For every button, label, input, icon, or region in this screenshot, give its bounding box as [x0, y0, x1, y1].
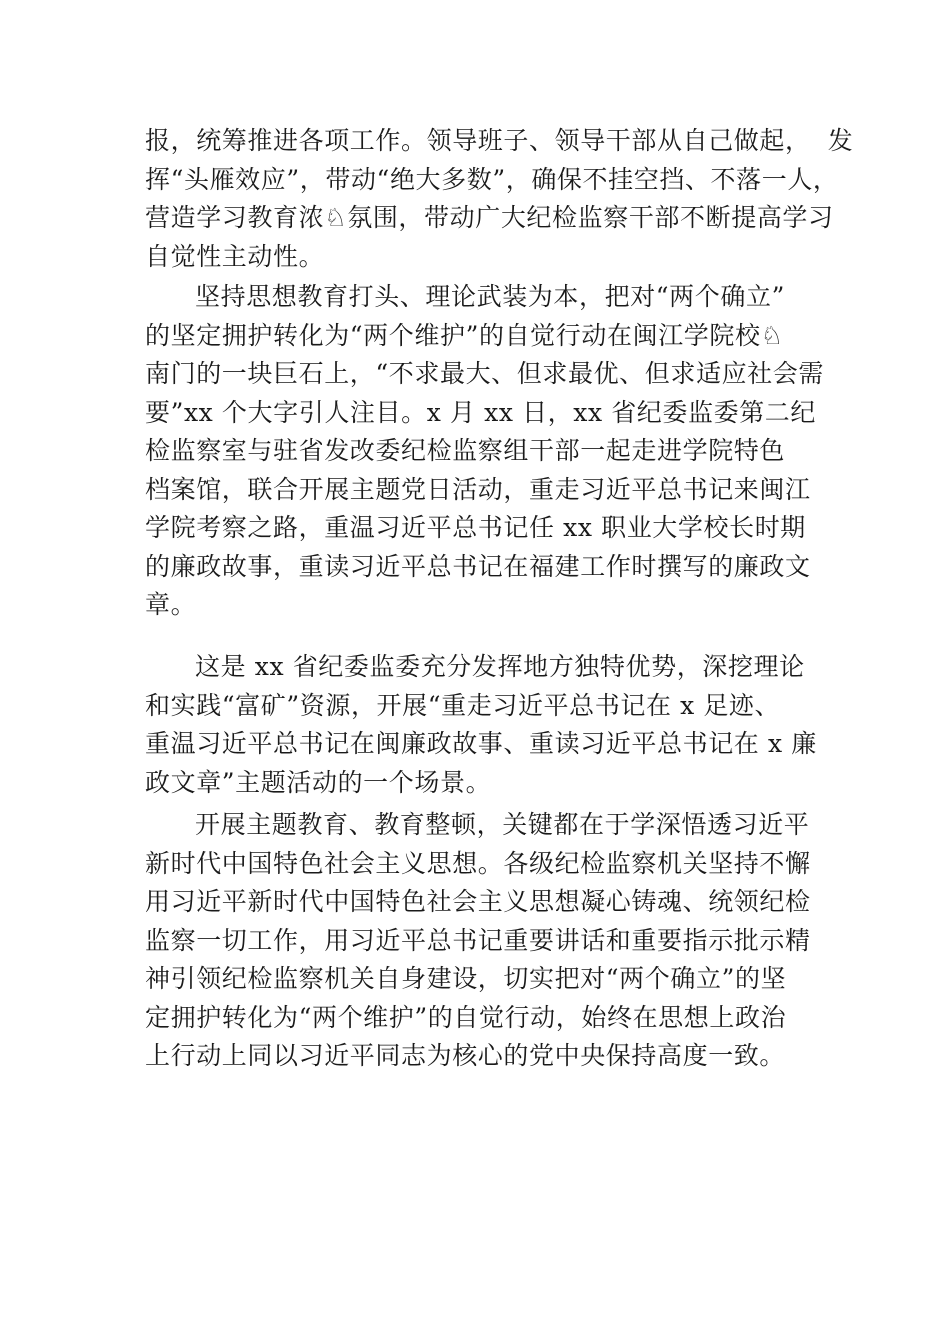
paragraph-line: 的坚定拥护转化为“两个维护”的自觉行动在闽江学院校♘	[145, 320, 784, 350]
paragraph-line: 新时代中国特色社会主义思想。各级纪检监察机关坚持不懈	[145, 848, 811, 878]
paragraph-line: 用习近平新时代中国特色社会主义思想凝心铸魂、统领纪检	[145, 887, 811, 916]
paragraph-line: 档案馆，联合开展主题党日活动，重走习近平总书记来闽江	[145, 474, 811, 504]
paragraph-line: 上行动上同以习近平同志为核心的党中央保持高度一致。	[145, 1041, 786, 1070]
paragraph-line: 神引领纪检监察机关自身建设，切实把对“两个确立”的坚	[145, 964, 787, 993]
paragraph-line: 这是 xx 省纪委监委充分发挥地方独特优势，深挖理论	[195, 652, 805, 681]
paragraph-line: 和实践“富矿”资源，开展“重走习近平总书记在 x 足迹、	[145, 690, 781, 720]
paragraph-line: 重温习近平总书记在闽廉政故事、重读习近平总书记在 x 廉	[145, 729, 817, 758]
paragraph-1	[145, 122, 854, 276]
paragraph-line: 挥“头雁效应”，带动“绝大多数”，确保不挂空挡、不落一人，	[145, 164, 839, 194]
paragraph-line: 报，统筹推进各项工作。领导班子、领导干部从自己做起， 发	[145, 126, 854, 155]
paragraph-line: 坚持思想教育打头、理论武装为本，把对“两个确立”	[195, 282, 785, 311]
paragraph-line: 政文章”主题活动的一个场景。	[145, 767, 492, 797]
paragraph-line: 检监察室与驻省发改委纪检监察组干部一起走进学院特色	[145, 436, 786, 465]
paragraph-line: 开展主题教育、教育整顿，关键都在于学深悟透习近平	[195, 810, 810, 839]
paragraph-line: 自觉性主动性。	[145, 241, 325, 271]
paragraph-line: 营造学习教育浓♘氛围，带动广大纪检监察干部不断提高学习	[145, 203, 834, 232]
paragraph-line: 南门的一块巨石上，“不求最大、但求最优、但求适应社会需	[145, 359, 824, 388]
paragraph-4	[145, 806, 815, 1076]
paragraph-line: 监察一切工作，用习近平总书记重要讲话和重要指示批示精	[145, 925, 811, 955]
paragraph-line: 定拥护转化为“两个维护”的自觉行动，始终在思想上政治	[145, 1002, 787, 1032]
paragraph-3	[145, 648, 815, 802]
paragraph-line: 要”xx 个大字引人注目。x 月 xx 日，xx 省纪委监委第二纪	[145, 397, 817, 427]
paragraph-line: 章。	[145, 590, 197, 619]
paragraph-line: 学院考察之路，重温习近平总书记任 xx 职业大学校长时期	[145, 513, 806, 542]
paragraph-2	[145, 278, 824, 625]
paragraph-line: 的廉政故事，重读习近平总书记在福建工作时撰写的廉政文	[145, 551, 811, 581]
